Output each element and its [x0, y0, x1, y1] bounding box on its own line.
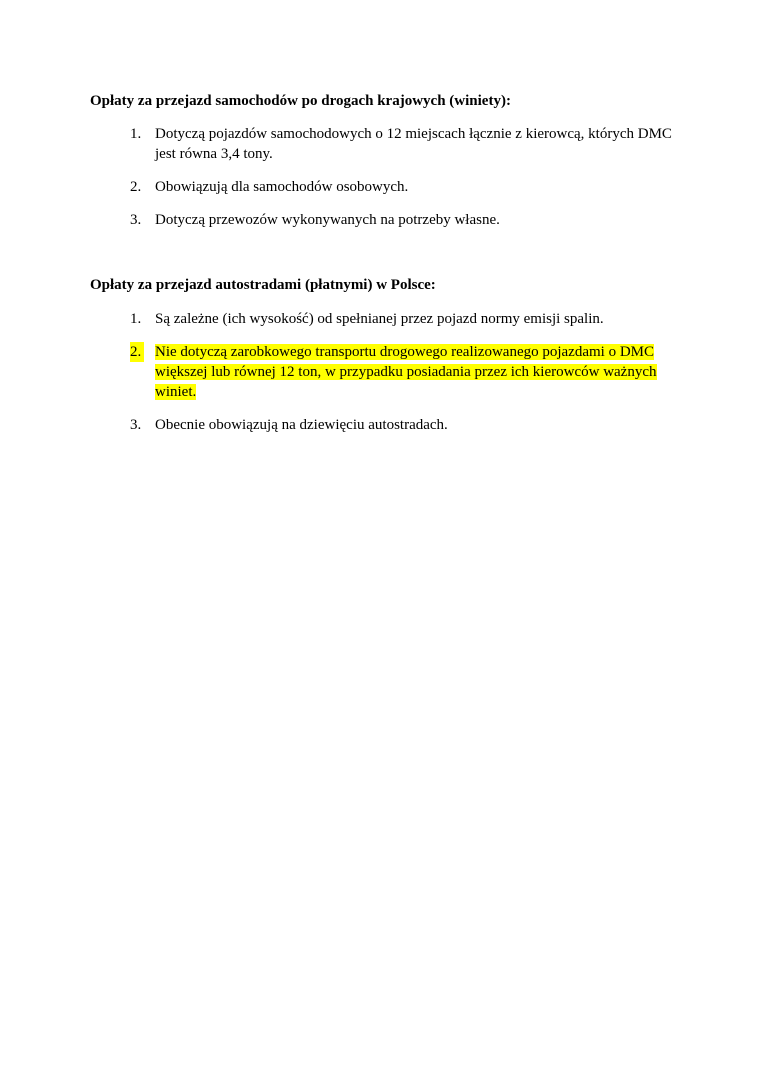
- list-item: [130, 415, 690, 435]
- section1-list: [130, 124, 690, 230]
- list-item-highlighted: [130, 342, 690, 402]
- list-item-text: Obowiązują dla samochodów osobowych.: [155, 179, 409, 195]
- list-item-number: 2.: [130, 342, 144, 362]
- section2-list: [130, 309, 690, 435]
- list-item: [130, 309, 690, 329]
- list-item: [130, 124, 690, 164]
- list-item-number: 1.: [130, 311, 142, 327]
- list-item: [130, 210, 690, 230]
- list-item-number: 2.: [130, 179, 142, 195]
- list-item-number: 3.: [130, 417, 142, 433]
- list-item-number: 1.: [130, 126, 142, 142]
- highlighted-text: Nie dotyczą zarobkowego transportu drogowego realizowanego pojazdami o DMC większej lub równej 12 ton, w przypadku posiadania przez ich kierowców ważnych winiet.: [155, 344, 657, 400]
- section2-heading: Opłaty za przejazd autostradami (płatnymi) w Polsce:: [90, 277, 436, 293]
- list-item: [130, 177, 690, 197]
- list-item-text: Są zależne (ich wysokość) od spełnianej przez pojazd normy emisji spalin.: [155, 311, 604, 327]
- list-item-number: 3.: [130, 212, 142, 228]
- list-item-text: Obecnie obowiązują na dziewięciu autostradach.: [155, 417, 448, 433]
- list-item-text: Dotyczą przewozów wykonywanych na potrzeby własne.: [155, 212, 500, 228]
- section1-heading: Opłaty za przejazd samochodów po drogach krajowych (winiety):: [90, 93, 511, 109]
- list-item-text: Dotyczą pojazdów samochodowych o 12 miejscach łącznie z kierowcą, których DMC jest równa 3,4 tony.: [155, 126, 672, 162]
